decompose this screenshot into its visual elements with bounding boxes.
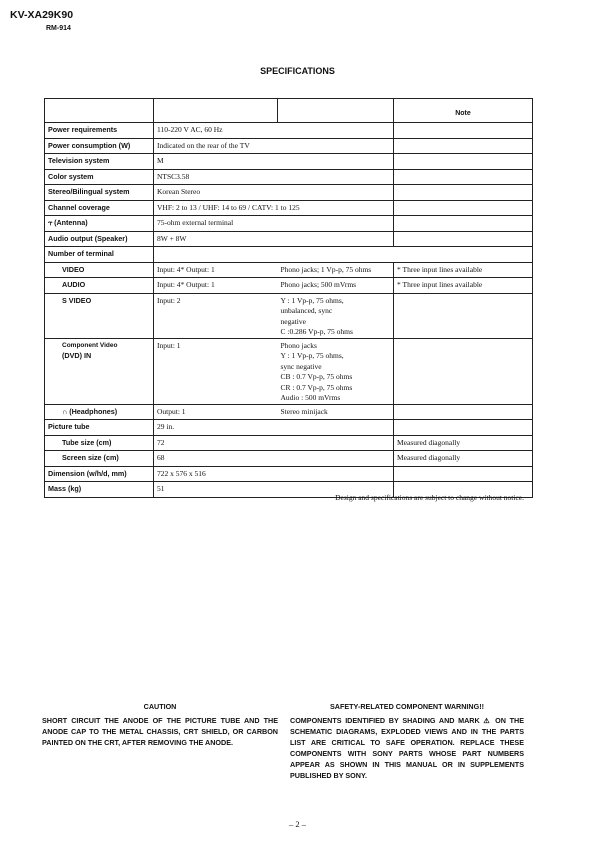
spec-label: Stereo/Bilingual system [45, 185, 154, 201]
spec-value: 51 [154, 482, 394, 498]
spec-value: 722 x 576 x 516 [154, 466, 394, 482]
spec-label [45, 404, 154, 420]
spec-value: Input: 2 [154, 293, 278, 338]
spec-value: Korean Stereo [154, 185, 394, 201]
spec-detail: Phono jacks; 1 Vp-p, 75 ohms [278, 262, 394, 278]
spec-value: 72 [154, 435, 394, 451]
spec-value: 110-220 V AC, 60 Hz [154, 123, 394, 139]
spec-detail [278, 293, 394, 338]
spec-row-tube-size [45, 435, 533, 451]
spec-row-antenna [45, 216, 533, 232]
spec-row-headphones [45, 404, 533, 420]
spec-label: Tube size (cm) [45, 435, 154, 451]
spec-label: Channel coverage [45, 200, 154, 216]
spec-row-audio [45, 278, 533, 294]
spec-label: Picture tube [45, 420, 154, 436]
detail-line: Audio : 500 mVrms [280, 393, 341, 402]
spec-label: Power requirements [45, 123, 154, 139]
table-header-row [45, 99, 533, 123]
spec-value: Input: 1 [154, 338, 278, 404]
spec-row-dimension [45, 466, 533, 482]
component-label-line1: Component Video [62, 341, 118, 349]
spec-label: VIDEO [45, 262, 154, 278]
spec-label: Number of terminal [45, 247, 154, 263]
spec-row-picture-tube [45, 420, 533, 436]
change-notice: Design and specifications are subject to change without notice. [335, 493, 524, 502]
spec-value: Indicated on the rear of the TV [154, 138, 394, 154]
detail-line: negative [280, 316, 306, 326]
spec-value: 68 [154, 451, 394, 467]
spec-row-stereo-system [45, 185, 533, 201]
spec-row-power-requirements [45, 123, 533, 139]
spec-value: 8W + 8W [154, 231, 394, 247]
spec-detail [278, 338, 394, 404]
spec-value: NTSC3.58 [154, 169, 394, 185]
caution-title: CAUTION [143, 702, 177, 711]
spec-row-audio-output [45, 231, 533, 247]
specifications-table [44, 98, 533, 498]
detail-line: C :0.286 Vp-p, 75 ohms [280, 327, 353, 336]
detail-line: sync negative [280, 361, 322, 371]
model-number: KV-XA29K90 [10, 9, 74, 21]
spec-row-power-consumption [45, 138, 533, 154]
spec-note: * Three input lines available [394, 278, 533, 294]
spec-value: Output: 1 [154, 404, 278, 420]
spec-label [45, 338, 154, 404]
spec-value: 29 in. [154, 420, 394, 436]
spec-row-color-system [45, 169, 533, 185]
spec-detail: Stereo minijack [278, 404, 394, 420]
spec-note: Measured diagonally [394, 451, 533, 467]
detail-line: unbalanced, sync [280, 306, 333, 315]
spec-value: 75-ohm external terminal [154, 216, 394, 232]
antenna-icon: ⥾ [48, 218, 53, 227]
spec-value: Input: 4* Output: 1 [154, 262, 278, 278]
spec-row-video [45, 262, 533, 278]
safety-warning-text: COMPONENTS IDENTIFIED BY SHADING AND MARK ⚠ ON THE SCHEMATIC DIAGRAMS, EXPLODED VIEWS AND IN THE PARTS LIST ARE CRITICAL TO SAFE OPERATION. REPLACE THESE COMPONENTS WITH SONY PARTS WHOSE PART NUMBERS APPEAR AS SHOWN IN THIS MANUAL OR IN SUPPLEMENTS PUBLISHED BY SONY. [290, 716, 524, 780]
spec-row-television-system [45, 154, 533, 170]
spec-label: Television system [45, 154, 154, 170]
safety-warning-title: SAFETY-RELATED COMPONENT WARNING!! [330, 702, 484, 711]
spec-label: Screen size (cm) [45, 451, 154, 467]
spec-detail: Phono jacks; 500 mVrms [278, 278, 394, 294]
spec-note: Measured diagonally [394, 435, 533, 451]
spec-value: VHF: 2 to 13 / UHF: 14 to 69 / CATV: 1 to 125 [154, 200, 394, 216]
component-label-line2: (DVD) IN [62, 351, 92, 360]
spec-row-channel-coverage [45, 200, 533, 216]
detail-line: Y : 1 Vp-p, 75 ohms, [280, 295, 344, 305]
spec-row-number-of-terminal [45, 247, 533, 263]
spec-label: Power consumption (W) [45, 138, 154, 154]
spec-label [45, 216, 154, 232]
detail-line: Phono jacks [280, 340, 317, 350]
headphones-icon: ∩ [62, 406, 68, 416]
document-code: RM-914 [46, 25, 71, 32]
spec-note: * Three input lines available [394, 262, 533, 278]
spec-row-s-video [45, 293, 533, 338]
spec-label: S VIDEO [45, 293, 154, 338]
page-number: – 2 – [289, 819, 306, 829]
detail-line: CR : 0.7 Vp-p, 75 ohms [280, 382, 353, 392]
page-title: SPECIFICATIONS [260, 66, 335, 76]
spec-row-component-video [45, 338, 533, 404]
note-column-header: Note [394, 99, 533, 123]
spec-value: Input: 4* Output: 1 [154, 278, 278, 294]
spec-label: Audio output (Speaker) [45, 231, 154, 247]
detail-line: Y : 1 Vp-p, 75 ohms, [280, 351, 344, 360]
spec-label: Color system [45, 169, 154, 185]
headphones-label: (Headphones) [69, 406, 118, 416]
spec-value: M [154, 154, 394, 170]
spec-label: Mass (kg) [45, 482, 154, 498]
spec-label: AUDIO [45, 278, 154, 294]
antenna-label: (Antenna) [54, 218, 88, 227]
detail-line: CB : 0.7 Vp-p, 75 ohms [280, 372, 353, 381]
spec-label: Dimension (w/h/d, mm) [45, 466, 154, 482]
caution-text: SHORT CIRCUIT THE ANODE OF THE PICTURE TUBE AND THE ANODE CAP TO THE METAL CHASSIS, CRT SHIELD, OR CARBON PAINTED ON THE CRT, AFTER REMOVING THE ANODE. [42, 716, 278, 747]
spec-row-screen-size [45, 451, 533, 467]
